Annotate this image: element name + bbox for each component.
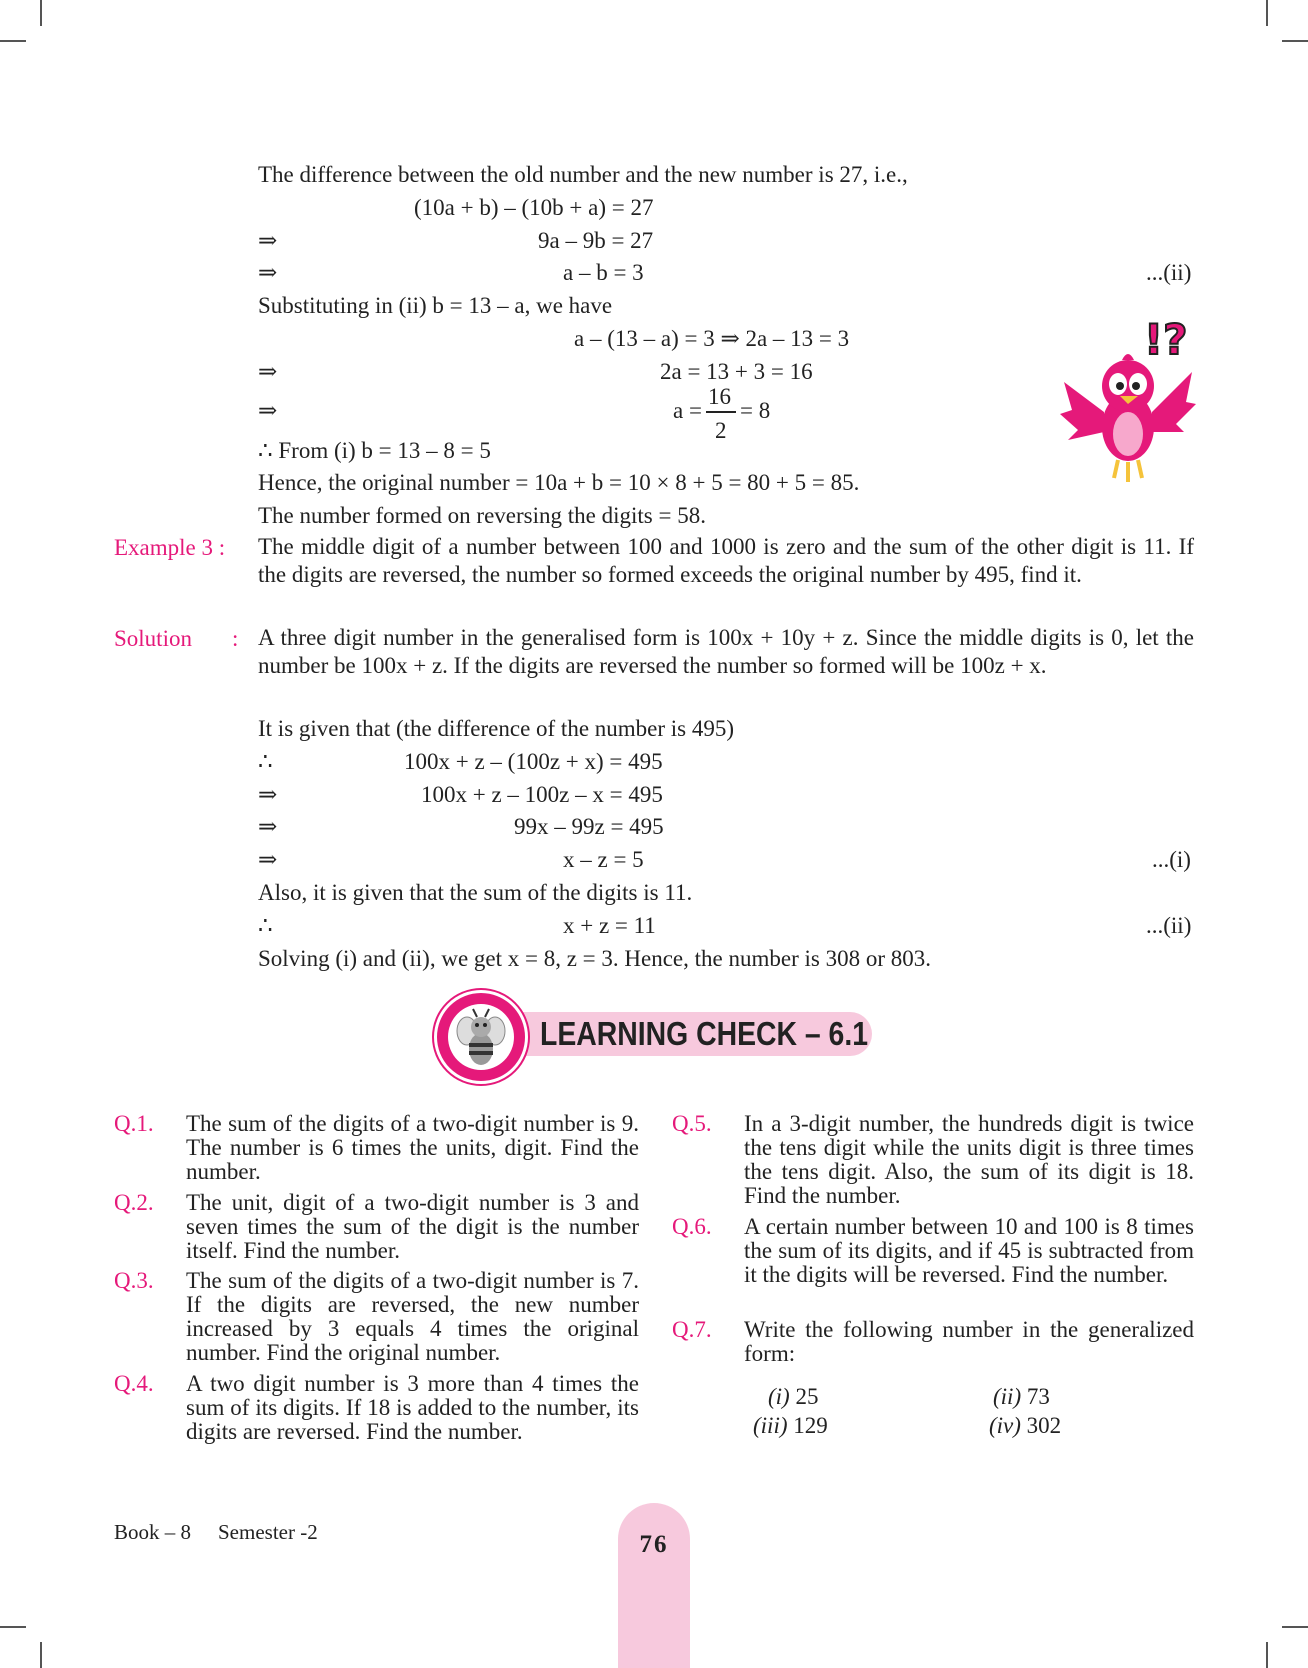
learning-check-title: LEARNING CHECK – 6.1	[540, 1015, 869, 1052]
svg-text:!?: !?	[1144, 315, 1188, 364]
implies-symbol: ⇒	[258, 359, 278, 384]
equation: 99x – 99z = 495	[514, 814, 664, 839]
equation: 2a = 13 + 3 = 16	[660, 359, 813, 384]
therefore-symbol: ∴	[258, 749, 273, 774]
option-value: 73	[1026, 1384, 1050, 1409]
equation-tag: ...(ii)	[1146, 260, 1192, 285]
option-item	[753, 1411, 828, 1440]
crop-mark	[1282, 40, 1308, 42]
question-number: Q.3.	[114, 1268, 154, 1293]
fraction-lhs: a =	[673, 398, 702, 423]
page-number-tab	[618, 1503, 690, 1668]
footer-semester: Semester -2	[218, 1520, 318, 1544]
equation: 100x + z – 100z – x = 495	[421, 782, 663, 807]
question-item	[114, 1191, 639, 1271]
question-number: Q.1.	[114, 1111, 154, 1136]
crop-mark	[0, 1626, 26, 1628]
fraction-denominator: 2	[715, 418, 727, 443]
question-item	[114, 1112, 639, 1192]
question-text: Write the following number in the generalized form:	[744, 1317, 1194, 1366]
question-text: In a 3-digit number, the hundreds digit is twice the tens digit while the units digit is three times the tens digit. Also, the sum of its digit is 18. Find the number.	[744, 1111, 1194, 1208]
question-item	[672, 1112, 1194, 1216]
equation: (10a + b) – (10b + a) = 27	[414, 195, 654, 220]
substitution-line: Substituting in (ii) b = 13 – a, we have	[258, 293, 613, 318]
question-number: Q.5.	[672, 1111, 712, 1136]
question-item	[672, 1318, 1194, 1374]
therefore-symbol: ∴	[258, 913, 273, 938]
equation: a – (13 – a) = 3 ⇒ 2a – 13 = 3	[574, 326, 850, 351]
equation: x + z = 11	[563, 913, 656, 938]
bee-badge-icon	[434, 990, 528, 1084]
question-item	[114, 1269, 639, 1373]
crop-mark	[40, 0, 42, 26]
crop-mark	[40, 1642, 42, 1668]
solution-colon: :	[232, 626, 239, 651]
given-line: It is given that (the difference of the number is 495)	[258, 716, 735, 741]
option-label: (i)	[768, 1384, 790, 1409]
also-line: Also, it is given that the sum of the digits is 11.	[258, 880, 693, 905]
fraction-numerator: 16	[708, 384, 731, 409]
reverse-line: The number formed on reversing the digits = 58.	[258, 503, 706, 528]
implies-symbol: ⇒	[258, 847, 278, 872]
implies-symbol: ⇒	[258, 228, 278, 253]
crop-mark	[1282, 1626, 1308, 1628]
option-item	[989, 1411, 1061, 1440]
equation: x – z = 5	[563, 847, 644, 872]
bird-mascot-icon	[1058, 312, 1198, 490]
option-item	[768, 1382, 818, 1411]
footer-book: Book – 8	[114, 1520, 192, 1544]
implies-symbol: ⇒	[258, 814, 278, 839]
crop-mark	[0, 40, 26, 42]
fraction-rhs: = 8	[740, 398, 771, 423]
hence-line: Hence, the original number = 10a + b = 10 × 8 + 5 = 80 + 5 = 85.	[258, 470, 860, 495]
implies-symbol: ⇒	[258, 398, 278, 423]
question-number: Q.6.	[672, 1214, 712, 1239]
option-value: 129	[793, 1413, 828, 1438]
solution-label: Solution	[114, 626, 192, 651]
question-text: A two digit number is 3 more than 4 times the sum of its digits. If 18 is added to the number, its digits are reversed. Find the number.	[186, 1371, 639, 1444]
option-label: (iv)	[989, 1413, 1021, 1438]
equation: 9a – 9b = 27	[538, 228, 654, 253]
crop-mark	[1266, 1642, 1268, 1668]
intro-line: The difference between the old number and the new number is 27, i.e.,	[258, 162, 908, 187]
question-number: Q.4.	[114, 1371, 154, 1396]
solving-line: Solving (i) and (ii), we get x = 8, z = 3. Hence, the number is 308 or 803.	[258, 946, 931, 971]
question-text: The sum of the digits of a two-digit number is 7. If the digits are reversed, the new number increased by 3 equals 4 times the original number. Find the original number.	[186, 1268, 639, 1365]
question-item	[114, 1372, 639, 1476]
question-number: Q.2.	[114, 1190, 154, 1215]
question-number: Q.7.	[672, 1317, 712, 1342]
fraction-bar	[706, 411, 736, 413]
option-value: 302	[1026, 1413, 1062, 1438]
bee-icon	[437, 993, 525, 1081]
option-value: 25	[795, 1384, 819, 1409]
equation-tag: ...(ii)	[1146, 913, 1192, 938]
option-item	[993, 1382, 1050, 1411]
question-text: The sum of the digits of a two-digit number is 9. The number is 6 times the units, digit. Find the number.	[186, 1111, 639, 1184]
question-text: The unit, digit of a two-digit number is 3 and seven times the sum of the digit is the number itself. Find the number.	[186, 1190, 639, 1263]
solution-text: A three digit number in the generalised form is 100x + 10y + z. Since the middle digits is 0, let the number be 100x + z. If the digits are reversed the number so formed will be 100z + x.	[258, 625, 1194, 678]
option-label: (iii)	[753, 1413, 788, 1438]
equation: a – b = 3	[563, 260, 644, 285]
implies-symbol: ⇒	[258, 782, 278, 807]
example-text: The middle digit of a number between 100 and 1000 is zero and the sum of the other digit is 11. If the digits are reversed, the number so formed exceeds the original number by 495, find it.	[258, 534, 1194, 587]
implies-symbol: ⇒	[258, 260, 278, 285]
page-number: 76	[639, 1531, 669, 1558]
question-item	[672, 1215, 1194, 1319]
equation: 100x + z – (100z + x) = 495	[404, 749, 663, 774]
option-label: (ii)	[993, 1384, 1022, 1409]
question-text: A certain number between 10 and 100 is 8 times the sum of its digits, and if 45 is subtracted from it the digits will be reversed. Find the number.	[744, 1214, 1194, 1287]
example-label: Example 3 :	[114, 535, 226, 560]
equation-tag: ...(i)	[1152, 847, 1191, 872]
crop-mark	[1266, 0, 1268, 26]
from-line: ∴ From (i) b = 13 – 8 = 5	[258, 438, 491, 463]
